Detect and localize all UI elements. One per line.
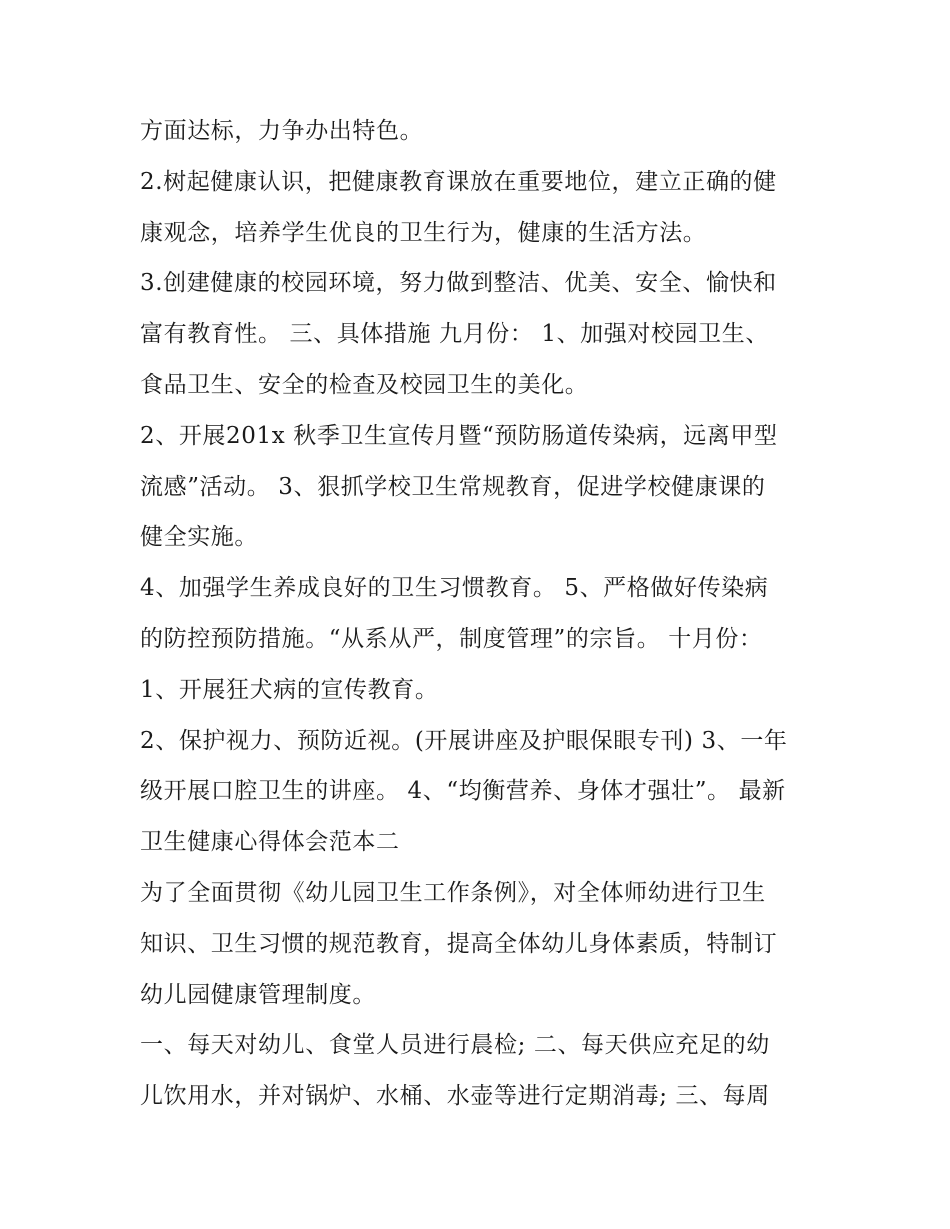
text-line: 2、保护视力、预防近视。(开展讲座及护眼保眼专刊) 3、一年 (140, 727, 788, 754)
text-line: 幼儿园健康管理制度。 (140, 981, 376, 1008)
text-line: 康观念，培养学生优良的卫生行为，健康的生活方法。 (140, 219, 707, 246)
document-body (140, 106, 820, 1122)
text-line: 富有教育性。 三、具体措施 九月份： 1、加强对校园卫生、 (140, 321, 769, 348)
text-line: 流感”活动。 3、狠抓学校卫生常规教育，促进学校健康课的 (140, 473, 766, 500)
text-line: 4、加强学生养成良好的卫生习惯教育。 5、严格做好传染病 (140, 575, 769, 602)
text-line: 一、每天对幼儿、食堂人员进行晨检; 二、每天供应充足的幼 (140, 1032, 770, 1059)
text-line: 儿饮用水，并对锅炉、水桶、水壶等进行定期消毒; 三、每周 (140, 1083, 770, 1110)
text-line: 食品卫生、安全的检查及校园卫生的美化。 (140, 371, 589, 398)
text-line: 的防控预防措施。“从系从严，制度管理”的宗旨。 十月份： (140, 625, 763, 652)
text-line: 2.树起健康认识，把健康教育课放在重要地位，建立正确的健 (140, 168, 777, 195)
text-line: 方面达标，力争办出特色。 (140, 118, 424, 144)
text-line: 2、开展201x 秋季卫生宣传月暨“预防肠道传染病，远离甲型 (140, 422, 778, 449)
text-line: 卫生健康心得体会范本二 (140, 829, 400, 856)
text-line: 3.创建健康的校园环境，努力做到整洁、优美、安全、愉快和 (140, 270, 777, 297)
text-line: 1、开展狂犬病的宣传教育。 (140, 676, 439, 703)
text-line: 为了全面贯彻《幼儿园卫生工作条例》，对全体师幼进行卫生 (140, 879, 766, 906)
text-line: 知识、卫生习惯的规范教育，提高全体幼儿身体素质，特制订 (140, 930, 778, 957)
text-line: 级开展口腔卫生的讲座。 4、“均衡营养、身体才强壮”。 最新 (140, 778, 786, 805)
text-line: 健全实施。 (140, 524, 258, 551)
